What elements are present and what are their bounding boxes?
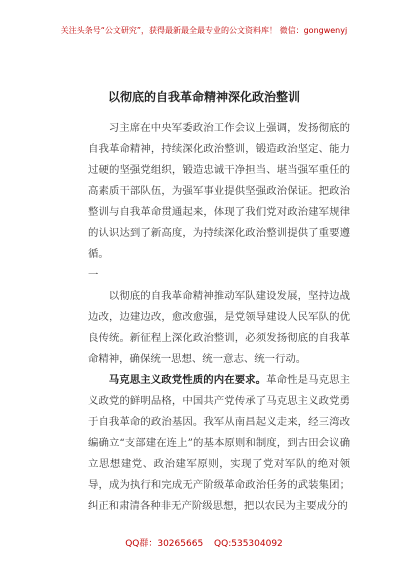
paragraph-lead-sentence: 马克思主义政党性质的内在要求。 [108,374,267,386]
footer-qq-group: QQ群：30265665 [125,539,204,549]
document-title: 以彻底的自我革命精神深化政治整训 [107,90,300,104]
paragraph-party-nature [88,370,350,517]
section-number: 一 [88,269,99,281]
paragraph-text: 革命性是马克思主义政党的鲜明品格，中国共产党传承了马克思主义政党勇于自我革命的政治基因。我军从南昌起义走来，经三湾改编确立“支部建在连上”的基本原则和制度，到古田会议确立思想建党、政治建军原则，实现了党对军队的绝对领导，成为执行和完成无产阶级革命政治任务的武装集团；纠正和肃清各种非无产阶级思想，把以农民为主要成分的 [88,374,351,512]
footer-qq: QQ:535304092 [214,539,283,549]
header-banner: 关注头条号“公文研究”，获得最新最全最专业的公文资料库！ 微信：gongwenyj [60,26,348,35]
paragraph-tradition: 以彻底的自我革命精神推动军队建设发展，坚持边战边改，边建边改，愈改愈强，是党领导建设人民军队的优良传统。新征程上深化政治整训，必须发扬彻底的自我革命精神，确保统一思想、统一意志、统一行动。 [88,290,350,365]
document-body [88,118,350,517]
footer-contact [0,536,408,549]
paragraph-intro: 习主席在中央军委政治工作会议上强调，发扬彻底的自我革命精神，持续深化政治整训，锻造政治坚定、能力过硬的坚强党组织，锻造忠诚干净担当、堪当强军重任的高素质干部队伍，为强军事业提供坚强政治保证。把政治整训与自我革命贯通起来，体现了我们党对政治建军规律的认识达到了新高度，为持续深化政治整训提供了重要遵循。 [88,122,350,260]
